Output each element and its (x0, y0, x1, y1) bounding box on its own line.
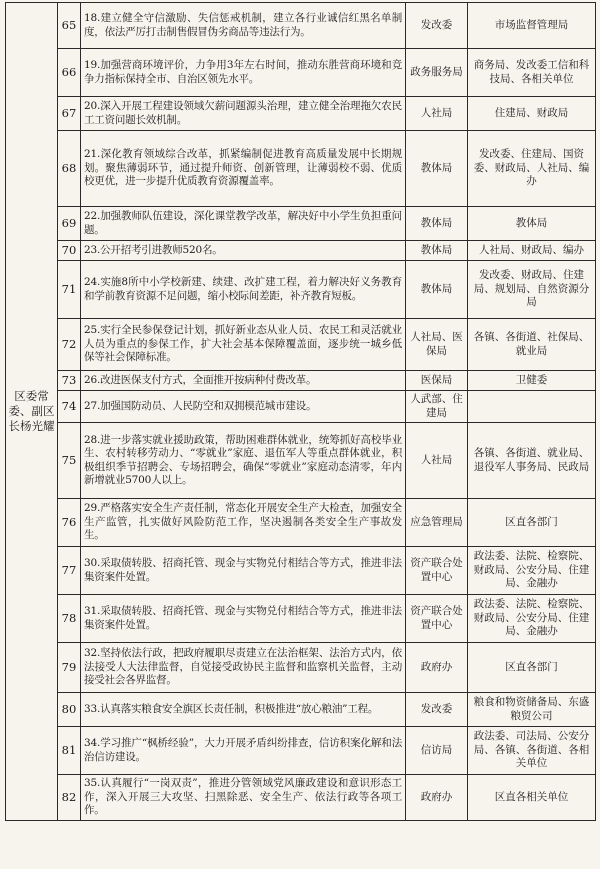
row-number: 76 (58, 499, 81, 547)
task-description: 26.改进医保支付方式，全面推开按病种付费改革。 (81, 371, 406, 391)
lead-unit: 应急管理局 (406, 499, 468, 547)
task-description: 28.进一步落实就业援助政策，帮助困难群体就业，统筹抓好高校毕业生、农村转移劳动力、“零就业”家庭、退伍军人等重点群体就业，积极组织季节招聘会、专场招聘会，确保“零就业”家庭动态清零，年内新增就业5700人以上。 (81, 423, 406, 499)
task-description: 18.建立健全守信激励、失信惩戒机制，建立各行业诚信红黑名单制度，依法严厉打击制售假冒伪劣商品等违法行为。 (81, 3, 406, 49)
row-number: 74 (58, 391, 81, 423)
lead-unit: 教体局 (406, 207, 468, 241)
lead-unit: 人社局、医保局 (406, 319, 468, 371)
table-row (6, 49, 596, 97)
lead-unit: 教体局 (406, 131, 468, 207)
responsible-units: 政法委、司法局、公安分局、各镇、各街道、各相关单位 (468, 727, 596, 775)
table-row (6, 371, 596, 391)
responsible-units: 各镇、各街道、就业局、退役军人事务局、民政局 (468, 423, 596, 499)
row-number: 70 (58, 241, 81, 261)
row-number: 78 (58, 595, 81, 643)
responsible-units: 各镇、各街道、社保局、就业局 (468, 319, 596, 371)
task-description: 24.实施8所中小学校新建、续建、改扩建工程，着力解决好义务教育和学前教育资源不足问题，缩小校际间差距，补齐教育短板。 (81, 261, 406, 319)
lead-unit: 资产联合处置中心 (406, 547, 468, 595)
lead-unit: 政府办 (406, 643, 468, 693)
task-description: 25.实行全民参保登记计划，抓好新业态从业人员、农民工和灵活就业人员为重点的参保工作，扩大社会基本保障覆盖面，逐步统一城乡低保等社会保障标准。 (81, 319, 406, 371)
row-number: 69 (58, 207, 81, 241)
responsible-units: 卫健委 (468, 371, 596, 391)
task-table (5, 2, 596, 821)
task-description: 35.认真履行“一岗双责”，推进分管领域党风廉政建设和意识形态工作，深入开展三大攻坚、扫黑除恶、安全生产、依法行政等各项工作。 (81, 775, 406, 821)
lead-unit: 人武部、住建局 (406, 391, 468, 423)
task-description: 27.加强国防动员、人民防空和双拥模范城市建设。 (81, 391, 406, 423)
row-number: 71 (58, 261, 81, 319)
row-number: 75 (58, 423, 81, 499)
responsible-units (468, 391, 596, 423)
table-row (6, 643, 596, 693)
lead-unit: 政务服务局 (406, 49, 468, 97)
row-number: 77 (58, 547, 81, 595)
row-number: 81 (58, 727, 81, 775)
table-row (6, 499, 596, 547)
responsible-units: 商务局、发改委工信和科技局、各相关单位 (468, 49, 596, 97)
responsible-units: 政法委、法院、检察院、财政局、公安分局、住建局、金融办 (468, 595, 596, 643)
table-row (6, 97, 596, 131)
responsible-units: 住建局、财政局 (468, 97, 596, 131)
row-number: 67 (58, 97, 81, 131)
responsible-units: 区直各部门 (468, 643, 596, 693)
row-number: 72 (58, 319, 81, 371)
responsible-units: 人社局、财政局、编办 (468, 241, 596, 261)
lead-unit: 医保局 (406, 371, 468, 391)
lead-unit: 发改委 (406, 693, 468, 727)
row-number: 66 (58, 49, 81, 97)
task-description: 23.公开招考引进教师520名。 (81, 241, 406, 261)
task-description: 31.采取债转股、招商托管、现金与实物兑付相结合等方式，推进非法集资案件处置。 (81, 595, 406, 643)
responsible-units: 粮食和物资储备局、东盛粮贸公司 (468, 693, 596, 727)
row-number: 73 (58, 371, 81, 391)
row-number: 65 (58, 3, 81, 49)
task-description: 20.深入开展工程建设领域欠薪问题源头治理，建立健全治理拖欠农民工工资问题长效机制。 (81, 97, 406, 131)
table-row (6, 241, 596, 261)
lead-unit: 教体局 (406, 261, 468, 319)
table-row (6, 595, 596, 643)
table-row (6, 391, 596, 423)
lead-unit: 发改委 (406, 3, 468, 49)
row-number: 80 (58, 693, 81, 727)
table-row (6, 727, 596, 775)
task-description: 21.深化教育领域综合改革，抓紧编制促进教育高质量发展中长期规划。聚焦薄弱环节，通过提升师资、创新管理，让薄弱校不弱、优质校更优，进一步提升优质教育资源覆盖率。 (81, 131, 406, 207)
responsible-units: 政法委、法院、检察院、财政局、公安分局、住建局、金融办 (468, 547, 596, 595)
task-description: 29.严格落实安全生产责任制，常态化开展安全生产大检查，加强安全生产监管，扎实做好风险防范工作，坚决遏制各类安全生产事故发生。 (81, 499, 406, 547)
row-number: 68 (58, 131, 81, 207)
table-row (6, 775, 596, 821)
responsible-units: 发改委、财政局、住建局、规划局、自然资源分局 (468, 261, 596, 319)
responsible-units: 区直各部门 (468, 499, 596, 547)
responsible-units: 教体局 (468, 207, 596, 241)
lead-unit: 资产联合处置中心 (406, 595, 468, 643)
row-number: 82 (58, 775, 81, 821)
responsible-units: 区直各相关单位 (468, 775, 596, 821)
table-row (6, 319, 596, 371)
lead-unit: 人社局 (406, 97, 468, 131)
table-row (6, 3, 596, 49)
table-row (6, 423, 596, 499)
table-row (6, 261, 596, 319)
responsible-leader: 区委常委、副区长杨光耀 (6, 3, 58, 821)
table-row (6, 131, 596, 207)
task-description: 32.坚持依法行政，把政府履职尽责建立在法治框架、法治方式内，依法接受人大法律监督，自觉接受政协民主监督和监察机关监督，主动接受社会各界监督。 (81, 643, 406, 693)
table-row (6, 693, 596, 727)
task-description: 19.加强营商环境评价，力争用3年左右时间，推动东胜营商环境和竞争力指标保持全市、自治区领先水平。 (81, 49, 406, 97)
table-row (6, 207, 596, 241)
task-description: 30.采取债转股、招商托管、现金与实物兑付相结合等方式，推进非法集资案件处置。 (81, 547, 406, 595)
responsible-units: 市场监督管理局 (468, 3, 596, 49)
responsible-units: 发改委、住建局、国资委、财政局、人社局、编办 (468, 131, 596, 207)
lead-unit: 人社局 (406, 423, 468, 499)
table-row (6, 547, 596, 595)
lead-unit: 教体局 (406, 241, 468, 261)
task-description: 22.加强教师队伍建设，深化课堂教学改革，解决好中小学生负担重问题。 (81, 207, 406, 241)
lead-unit: 政府办 (406, 775, 468, 821)
task-description: 34.学习推广“枫桥经验”，大力开展矛盾纠纷排查，信访积案化解和法治信访建设。 (81, 727, 406, 775)
lead-unit: 信访局 (406, 727, 468, 775)
task-description: 33.认真落实粮食安全旗区长责任制，积极推进“放心粮油”工程。 (81, 693, 406, 727)
row-number: 79 (58, 643, 81, 693)
